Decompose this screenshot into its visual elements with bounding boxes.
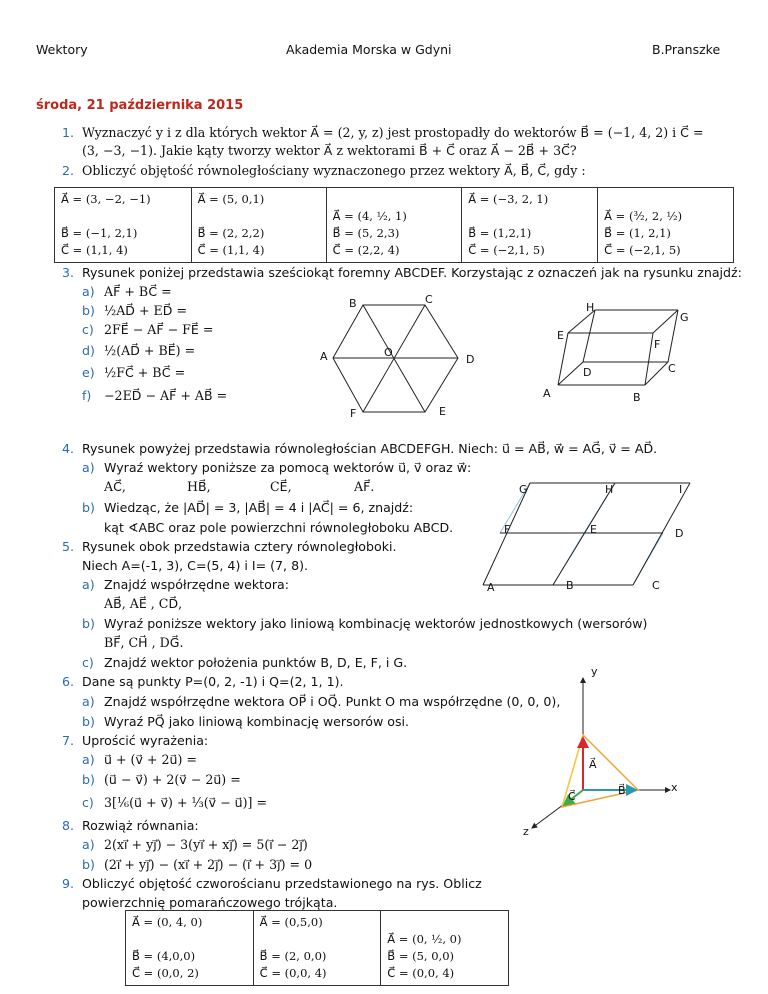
cell: C⃗ = (1,1, 4) xyxy=(61,243,128,257)
cell: C⃗ = (−2,1, 5) xyxy=(604,243,681,257)
task4a: Wyraź wektory poniższe za pomocą wektorów u⃗, v⃗ oraz w⃗: xyxy=(104,460,472,475)
task3b: ½AD⃗ + ED⃗ = xyxy=(104,303,188,318)
cell: A⃗ = (3, −2, −1) xyxy=(61,192,151,206)
axis-label-x: x xyxy=(671,781,678,794)
task7c: 3[⅙(u⃗ + v⃗) + ⅓(v⃗ − u⃗)] = xyxy=(104,795,268,810)
task3c: 2FE⃗ − AF⃗ − FE⃗ = xyxy=(104,322,214,337)
cell: C⃗ = (2,2, 4) xyxy=(332,243,400,257)
task4b: Wiedząc, że |AD⃗| = 3, |AB⃗| = 4 i |AC⃗| = 6, znajdź: xyxy=(104,500,414,515)
task5a2: AB⃗, AE⃗ , CD⃗, xyxy=(104,596,183,611)
task4b2: kąt ∢ABC oraz pole powierzchni równoległoboku ABCD. xyxy=(104,520,454,535)
para-label-E: E xyxy=(590,523,597,536)
item-letter: a) xyxy=(82,694,95,709)
task-number: 8. xyxy=(62,818,75,833)
vectors-table-1 xyxy=(54,187,734,263)
item-letter: b) xyxy=(82,303,95,318)
cell: B⃗ = (5, 0,0) xyxy=(387,949,455,963)
task6-line: Dane są punkty P=(0, 2, -1) i Q=(2, 1, 1). xyxy=(82,674,344,689)
task3a: AF⃗ + BC⃗ = xyxy=(104,284,172,299)
box-label-H: H xyxy=(586,301,595,314)
item-letter: b) xyxy=(82,616,95,631)
cell: C⃗ = (1,1, 4) xyxy=(197,243,265,257)
task-number: 3. xyxy=(62,265,75,280)
para-label-D: D xyxy=(675,527,684,540)
task6b: Wyraź PQ⃗ jako liniową kombinację wersorów osi. xyxy=(104,714,410,729)
hex-label-D: D xyxy=(466,353,475,366)
item-letter: b) xyxy=(82,857,95,872)
task1-line2: (3, −3, −1). Jakie kąty tworzy wektor A⃗ z wektorami B⃗ + C⃗ oraz A⃗ − 2B⃗ + 3C⃗? xyxy=(82,143,577,158)
cell: A⃗ = (³⁄₂, 2, ½) xyxy=(604,209,683,223)
box-label-A: A xyxy=(543,387,551,400)
cell: C⃗ = (0,0, 2) xyxy=(132,966,199,980)
task9-line2: powierzchnię pomarańczowego trójkąta. xyxy=(82,895,338,910)
task5-line2: Niech A=(-1, 3), C=(5, 4) i I= (7, 8). xyxy=(82,558,308,573)
item-letter: c) xyxy=(82,795,94,810)
vectors-table-2 xyxy=(125,910,509,986)
axis-label-y: y xyxy=(591,665,598,678)
task3e: ½FC⃗ + BC⃗ = xyxy=(104,365,186,380)
vec-label-B: B⃗ xyxy=(618,784,626,797)
item-letter: d) xyxy=(82,343,95,358)
task8b: (2i⃗ + yj⃗) − (xi⃗ + 2j⃗) − (i⃗ + 3j⃗) = 0 xyxy=(104,857,313,872)
task7-line: Uprościć wyrażenia: xyxy=(82,733,209,748)
cell: C⃗ = (−2,1, 5) xyxy=(468,243,545,257)
cell: A⃗ = (0,5,0) xyxy=(259,915,323,929)
task7a: u⃗ + (v⃗ + 2u⃗) = xyxy=(104,752,197,767)
cell: C⃗ = (0,0, 4) xyxy=(387,966,455,980)
item-letter: a) xyxy=(82,460,95,475)
para-label-I: I xyxy=(679,483,683,496)
hex-label-F: F xyxy=(350,407,357,420)
task5b2: BF⃗, CH⃗ , DG⃗. xyxy=(104,635,184,650)
task-number: 7. xyxy=(62,733,75,748)
vec-label-C: C⃗ xyxy=(568,790,576,803)
cell: A⃗ = (0, 4, 0) xyxy=(132,915,203,929)
task-number: 4. xyxy=(62,441,75,456)
cell: B⃗ = (4,0,0) xyxy=(132,949,196,963)
hex-label-O: O xyxy=(384,346,393,359)
header-center: Akademia Morska w Gdyni xyxy=(286,42,452,57)
item-letter: b) xyxy=(82,500,95,515)
task4a-vec: AF⃗. xyxy=(354,479,375,494)
hex-label-C: C xyxy=(425,293,433,306)
task1-line1: Wyznaczyć y i z dla których wektor A⃗ = (2, y, z) jest prostopadły do wektorów B⃗ = (−1, 4, 2) i C⃗ = xyxy=(82,125,704,140)
task-number: 6. xyxy=(62,674,75,689)
para-label-G: G xyxy=(519,483,528,496)
para-label-A: A xyxy=(487,581,495,594)
hex-label-B: B xyxy=(349,297,357,310)
task5-line: Rysunek obok przedstawia cztery równoległoboki. xyxy=(82,539,397,554)
item-letter: a) xyxy=(82,837,95,852)
task5c: Znajdź wektor położenia punktów B, D, E, F, i G. xyxy=(104,655,408,670)
para-label-F: F xyxy=(504,523,511,536)
cell: B⃗ = (−1, 2,1) xyxy=(61,226,138,240)
cell: A⃗ = (−3, 2, 1) xyxy=(468,192,549,206)
date-heading: środa, 21 października 2015 xyxy=(36,98,244,113)
item-letter: b) xyxy=(82,772,95,787)
cell: C⃗ = (0,0, 4) xyxy=(259,966,327,980)
task-number: 5. xyxy=(62,539,75,554)
tetrahedron-figure xyxy=(520,660,700,840)
task3-line: Rysunek poniżej przedstawia sześciokąt foremny ABCDEF. Korzystając z oznaczeń jak na rysunku znajdź: xyxy=(82,265,742,280)
task4-line: Rysunek powyżej przedstawia równoległościan ABCDEFGH. Niech: u⃗ = AB⃗, w⃗ = AG⃗, v⃗ = AD⃗. xyxy=(82,441,658,456)
header-right: B.Pranszke xyxy=(652,42,721,57)
hex-label-A: A xyxy=(320,350,328,363)
para-label-H: H xyxy=(605,483,614,496)
parallelograms-figure xyxy=(480,478,700,598)
cell: B⃗ = (2, 0,0) xyxy=(259,949,327,963)
item-letter: a) xyxy=(82,284,95,299)
item-letter: c) xyxy=(82,322,94,337)
task4a-vec: HB⃗, xyxy=(187,479,211,494)
box-label-G: G xyxy=(680,311,689,324)
item-letter: e) xyxy=(82,365,95,380)
task6a: Znajdź współrzędne wektora OP⃗ i OQ⃗. Punkt O ma współrzędne (0, 0, 0), xyxy=(104,694,561,709)
task7b: (u⃗ − v⃗) + 2(v⃗ − 2u⃗) = xyxy=(104,772,241,787)
cell: A⃗ = (0, ½, 0) xyxy=(387,932,462,946)
para-label-B: B xyxy=(566,579,574,592)
task9-line: Obliczyć objętość czworościanu przedstawionego na rys. Oblicz xyxy=(82,876,482,891)
task3f: −2ED⃗ − AF⃗ + AB⃗ = xyxy=(104,388,228,403)
box-label-C: C xyxy=(668,362,676,375)
task-number: 1. xyxy=(62,125,75,140)
item-letter: a) xyxy=(82,577,95,592)
task4a-vec: CE⃗, xyxy=(270,479,292,494)
cell: B⃗ = (1,2,1) xyxy=(468,226,532,240)
task8a: 2(xi⃗ + yj⃗) − 3(yi⃗ + xj⃗) = 5(i⃗ − 2j⃗) xyxy=(104,837,308,852)
box-label-E: E xyxy=(557,329,564,342)
task3d: ½(AD⃗ + BE⃗) = xyxy=(104,343,196,358)
box-label-D: D xyxy=(583,366,592,379)
task-number: 9. xyxy=(62,876,75,891)
item-letter: f) xyxy=(82,388,92,403)
task5a: Znajdź współrzędne wektora: xyxy=(104,577,289,592)
task5b: Wyraź poniższe wektory jako liniową kombinację wektorów jednostkowych (wersorów) xyxy=(104,616,648,631)
task4a-vec: AC⃗, xyxy=(104,479,126,494)
cell: A⃗ = (4, ½, 1) xyxy=(332,209,407,223)
item-letter: a) xyxy=(82,752,95,767)
box-label-F: F xyxy=(654,338,661,351)
task-number: 2. xyxy=(62,163,75,178)
cell: B⃗ = (1, 2,1) xyxy=(604,226,671,240)
cell: A⃗ = (5, 0,1) xyxy=(197,192,265,206)
task8-line: Rozwiąż równania: xyxy=(82,818,199,833)
item-letter: b) xyxy=(82,714,95,729)
cell: B⃗ = (5, 2,3) xyxy=(332,226,400,240)
task2-line: Obliczyć objętość równoległościany wyznaczonego przez wektory A⃗, B⃗, C⃗, gdy : xyxy=(82,163,586,178)
para-label-C: C xyxy=(652,579,660,592)
vec-label-A: A⃗ xyxy=(589,758,597,771)
header-left: Wektory xyxy=(36,42,88,57)
parallelepiped-figure xyxy=(545,300,685,400)
axis-label-z: z xyxy=(523,825,529,838)
box-label-B: B xyxy=(633,391,641,404)
item-letter: c) xyxy=(82,655,94,670)
cell: B⃗ = (2, 2,2) xyxy=(197,226,265,240)
hex-label-E: E xyxy=(439,405,446,418)
